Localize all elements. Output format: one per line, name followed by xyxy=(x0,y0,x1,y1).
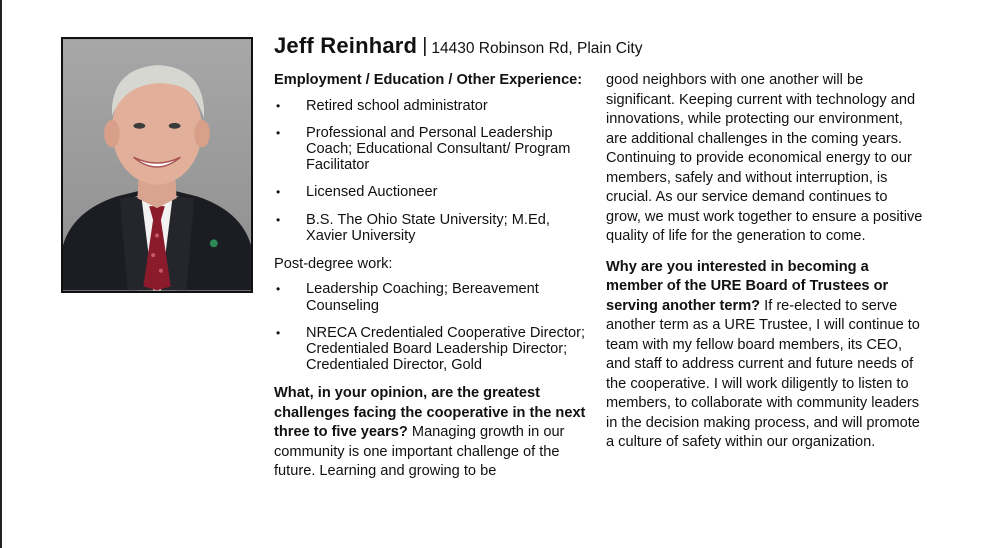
header-separator: | xyxy=(422,35,428,57)
portrait-photo-icon xyxy=(63,39,251,291)
left-text-column xyxy=(274,71,590,482)
candidate-photo xyxy=(61,37,253,293)
question-one-paragraph xyxy=(274,384,590,482)
list-item: • Leadership Coaching; Bereavement Counseling xyxy=(274,281,590,313)
answer-two: If re-elected to serve another term as a URE Trustee, I will continue to team with my fellow board members, its CEO, and staff to address current and future needs of the cooperative. I will work diligently to listen to members, to collaborate with community leaders in the decision making process, and will promote a culture of safety within our organization. xyxy=(606,297,920,450)
candidate-name: Jeff Reinhard xyxy=(274,33,418,58)
candidate-header xyxy=(274,33,643,59)
list-item: • Retired school administrator xyxy=(274,98,590,114)
experience-heading: Employment / Education / Other Experience: xyxy=(274,72,583,88)
question-two-paragraph xyxy=(606,258,924,453)
list-item: • Professional and Personal Leadership Coach; Educational Consultant/ Program Facilitator xyxy=(274,125,590,174)
list-item: • Licensed Auctioneer xyxy=(274,184,590,200)
list-item: • B.S. The Ohio State University; M.Ed, Xavier University xyxy=(274,212,590,244)
answer-one-part-one: Managing growth in our community is one important challenge of the future. Learning and growing to be xyxy=(274,424,565,480)
list-item: • NRECA Credentialed Cooperative Director; Credentialed Board Leadership Director; Credentialed Director, Gold xyxy=(274,325,590,374)
left-border-rule xyxy=(0,0,2,548)
answer-one-part-two: good neighbors with one another will be significant. Keeping current with technology and innovations, while protecting our environment, are additional challenges in the coming years. Continuing to provide economical energy to our members, safely and without interruption, is crucial. As our service demand continues to grow, we must work together to ensure a positive quality of life for the generation to come. xyxy=(606,72,923,244)
question-one: What, in your opinion, are the greatest challenges facing the cooperative in the next three to five years? xyxy=(274,385,586,441)
candidate-address: 14430 Robinson Rd, Plain City xyxy=(431,40,643,57)
right-text-column xyxy=(606,71,924,453)
post-degree-heading: Post-degree work: xyxy=(274,255,393,272)
experience-list xyxy=(274,98,590,244)
post-degree-list xyxy=(274,281,590,373)
question-two: Why are you interested in becoming a member of the URE Board of Trustees or serving another term? xyxy=(606,258,889,314)
